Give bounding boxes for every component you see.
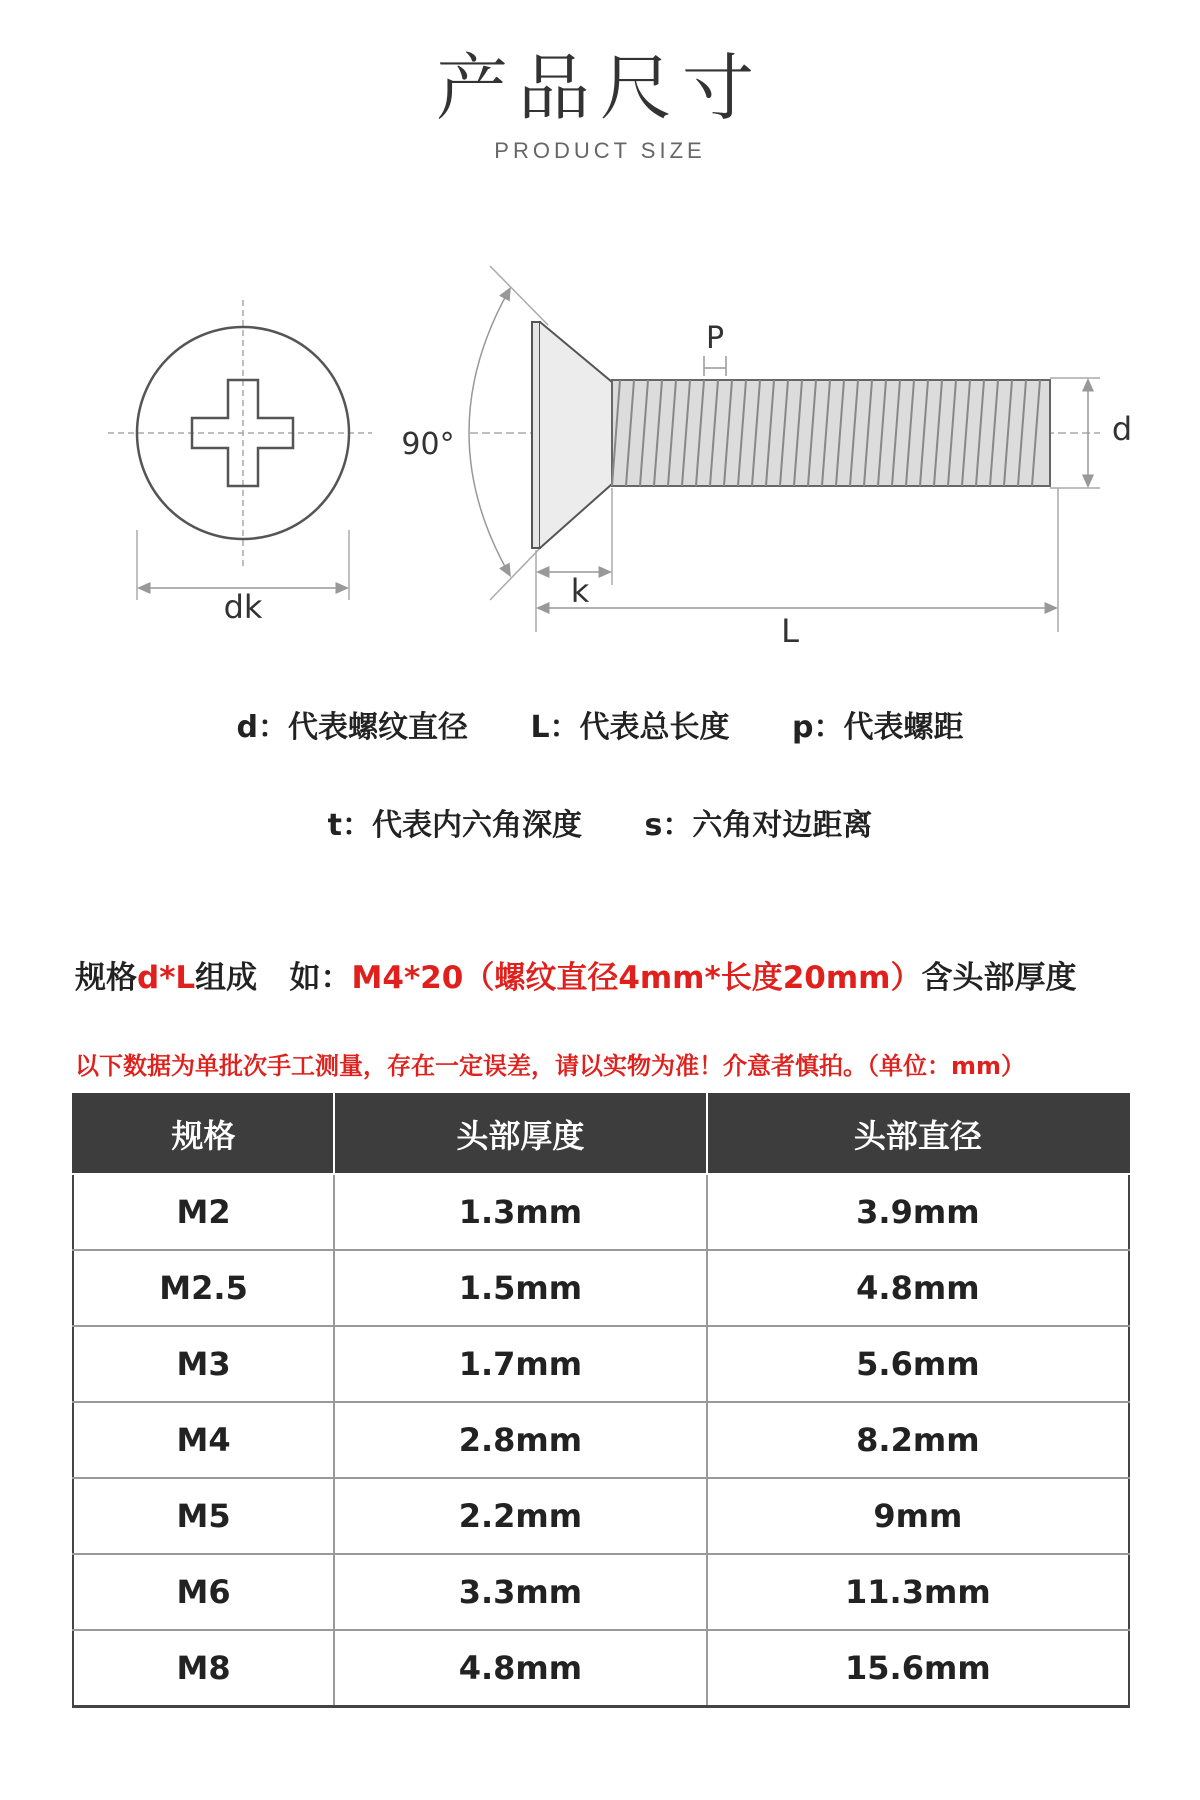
- cell-diameter: 9mm: [707, 1478, 1129, 1554]
- cell-spec: M6: [73, 1554, 334, 1630]
- screw-head-top-view: [108, 300, 372, 626]
- legend-row-2: [0, 800, 1200, 844]
- cell-thickness: 1.7mm: [334, 1326, 707, 1402]
- table-row: [73, 1478, 1129, 1554]
- legend-row-1: [0, 702, 1200, 746]
- table-row: [73, 1250, 1129, 1326]
- cell-thickness: 4.8mm: [334, 1630, 707, 1707]
- legend-d: d：代表螺纹直径: [236, 710, 468, 745]
- label-angle: 90°: [401, 427, 455, 462]
- table-header-row: [73, 1094, 1129, 1174]
- cell-spec: M5: [73, 1478, 334, 1554]
- label-l: L: [781, 612, 799, 650]
- label-dk: dk: [223, 588, 263, 626]
- legend-l: L：代表总长度: [530, 710, 730, 745]
- legend-s: s：六角对边距离: [644, 808, 873, 843]
- cell-thickness: 2.2mm: [334, 1478, 707, 1554]
- cell-diameter: 4.8mm: [707, 1250, 1129, 1326]
- cell-diameter: 5.6mm: [707, 1326, 1129, 1402]
- cell-diameter: 8.2mm: [707, 1402, 1129, 1478]
- page-subtitle: PRODUCT SIZE: [494, 138, 706, 163]
- cell-diameter: 15.6mm: [707, 1630, 1129, 1707]
- cell-thickness: 1.3mm: [334, 1174, 707, 1250]
- page-title: 产品尺寸: [435, 46, 764, 130]
- legend-p: p：代表螺距: [792, 710, 964, 745]
- cell-thickness: 3.3mm: [334, 1554, 707, 1630]
- spec-part-5: 含头部厚度: [921, 960, 1077, 996]
- header-head-thickness: 头部厚度: [334, 1094, 707, 1174]
- screw-diagram: [0, 230, 1200, 650]
- spec-part-4: M4*20（螺纹直径4mm*长度20mm）: [351, 960, 922, 996]
- header-spec: 规格: [73, 1094, 334, 1174]
- spec-format-line: [75, 952, 1135, 997]
- label-d: d: [1111, 410, 1133, 448]
- cell-spec: M4: [73, 1402, 334, 1478]
- cell-spec: M3: [73, 1326, 334, 1402]
- table-row: [73, 1326, 1129, 1402]
- spec-part-3: 组成 如：: [195, 960, 352, 996]
- table-row: [73, 1554, 1129, 1630]
- cell-spec: M8: [73, 1630, 334, 1707]
- spec-part-2: d*L: [137, 960, 196, 996]
- cell-thickness: 2.8mm: [334, 1402, 707, 1478]
- table-row: [73, 1174, 1129, 1250]
- cell-thickness: 1.5mm: [334, 1250, 707, 1326]
- table-row: [73, 1630, 1129, 1707]
- cell-spec: M2: [73, 1174, 334, 1250]
- spec-table: [72, 1093, 1130, 1708]
- table-row: [73, 1402, 1129, 1478]
- label-k: k: [570, 572, 590, 610]
- label-p: P: [705, 321, 725, 356]
- spec-part-1: 规格: [75, 960, 137, 996]
- screw-side-view: [401, 266, 1132, 650]
- header-head-diameter: 头部直径: [707, 1094, 1129, 1174]
- legend-t: t：代表内六角深度: [327, 808, 583, 843]
- cell-diameter: 11.3mm: [707, 1554, 1129, 1630]
- cell-diameter: 3.9mm: [707, 1174, 1129, 1250]
- cell-spec: M2.5: [73, 1250, 334, 1326]
- measurement-note: 以下数据为单批次手工测量，存在一定误差，请以实物为准！介意者慎拍。（单位：mm）: [75, 1052, 1026, 1080]
